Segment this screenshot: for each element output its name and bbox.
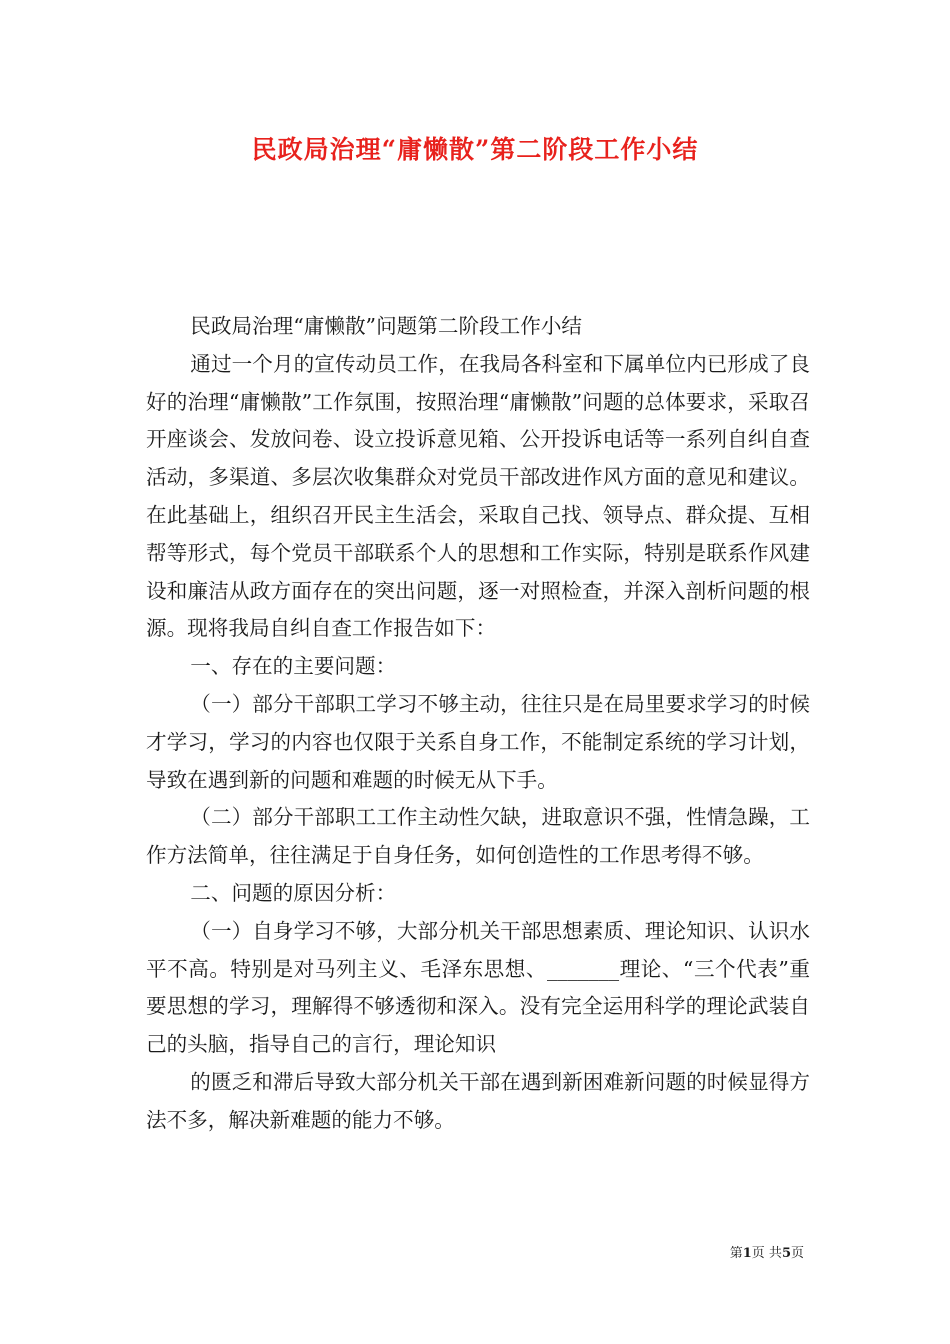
paragraph-intro: 通过一个月的宣传动员工作，在我局各科室和下属单位内已形成了良好的治理“庸懒散”工作氛围，按照治理“庸懒散”问题的总体要求，采取召开座谈会、发放问卷、设立投诉意见箱、公开投诉电话等一系列自纠自查活动，多渠道、多层次收集群众对党员干部改进作风方面的意见和建议。在此基础上，组织召开民主生活会，采取自己找、领导点、群众提、互相帮等形式，每个党员干部联系个人的思想和工作实际，特别是联系作风建设和廉洁从政方面存在的突出问题，逐一对照检查，并深入剖析问题的根源。现将我局自纠自查工作报告如下： <box>146 351 810 641</box>
page-footer <box>730 1246 804 1262</box>
footer-suffix: 页 <box>790 1246 804 1261</box>
footer-total-pages: 5 <box>781 1246 791 1261</box>
paragraph-problem-2: （二）部分干部职工工作主动性欠缺，进取意识不强，性情急躁，工作方法简单，往往满足于自身任务，如何创造性的工作思考得不够。 <box>146 805 810 868</box>
paragraph-subtitle: 民政局治理“庸懒散”问题第二阶段工作小结 <box>190 314 583 338</box>
section-heading-problems: 一、存在的主要问题： <box>190 654 397 679</box>
paragraph-problem-1: （一）部分干部职工学习不够主动，往往只是在局里要求学习的时候才学习，学习的内容也仅限于关系自身工作，不能制定系统的学习计划，导致在遇到新的问题和难题的时候无从下手。 <box>146 691 810 792</box>
footer-current-page: 1 <box>742 1246 752 1261</box>
section-heading-causes: 二、问题的原因分析： <box>190 880 397 905</box>
footer-middle: 页 共 <box>751 1246 782 1261</box>
document-title: 民政局治理“庸懒散”第二阶段工作小结 <box>251 135 699 164</box>
document-body <box>146 308 810 1140</box>
footer-prefix: 第 <box>729 1246 743 1261</box>
paragraph-cause-1-continued: 的匮乏和滞后导致大部分机关干部在遇到新困难新问题的时候显得方法不多，解决新难题的能力不够。 <box>146 1069 810 1132</box>
paragraph-cause-1: （一）自身学习不够，大部分机关干部思想素质、理论知识、认识水平不高。特别是对马列主义、毛泽东思想、_______理论、“三个代表”重要思想的学习，理解得不够透彻和深入。没有完全运用科学的理论武装自己的头脑，指导自己的言行，理论知识 <box>146 918 810 1057</box>
